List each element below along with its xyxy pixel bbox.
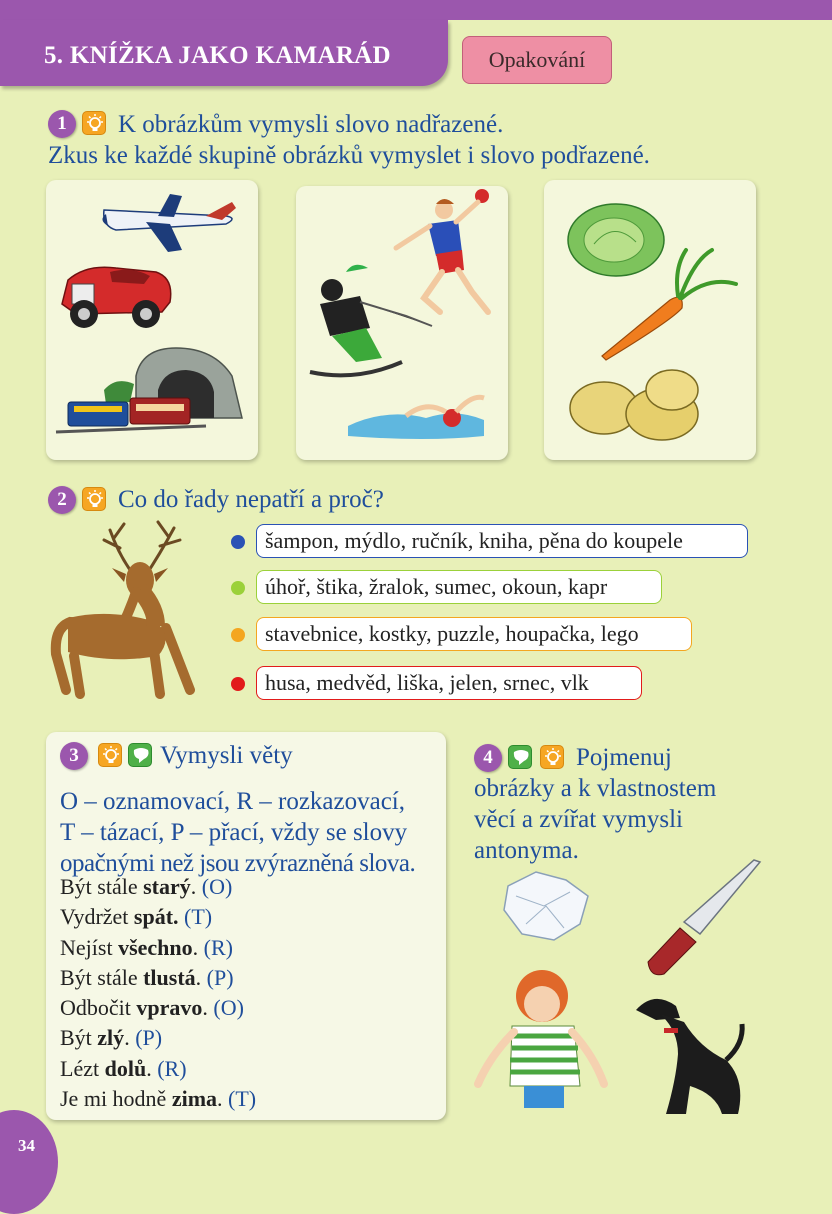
cabbage-picture — [568, 204, 664, 276]
sentence-item: Odbočit vpravo. (O) — [60, 995, 244, 1021]
lightbulb-icon — [82, 487, 106, 511]
page-number: 34 — [18, 1136, 35, 1155]
sentence-type: (O) — [213, 995, 244, 1021]
row-option-4: husa, medvěd, liška, jelen, srnec, vlk — [256, 666, 642, 700]
transport-illustration — [46, 180, 258, 460]
exercise-3-title: Vymysli věty — [160, 742, 293, 769]
skier-picture — [310, 265, 432, 376]
speech-icon — [508, 745, 532, 769]
highlighted-word: všechno — [118, 934, 193, 960]
crumpled-paper-picture — [496, 866, 596, 946]
bullet-dot-1 — [231, 535, 245, 549]
top-bar — [0, 0, 832, 20]
exercise-4-number: 4 — [474, 744, 502, 772]
row-option-3: stavebnice, kostky, puzzle, houpačka, lego — [256, 617, 692, 651]
bullet-dot-3 — [231, 628, 245, 642]
transport-picture-card — [46, 180, 258, 460]
vegetables-illustration — [544, 180, 756, 460]
sentence-item: Lézt dolů. (R) — [60, 1055, 187, 1081]
sports-illustration — [296, 186, 508, 460]
row-option-2: úhoř, štika, žralok, sumec, okoun, kapr — [256, 570, 662, 604]
exercise-3-number: 3 — [60, 742, 88, 770]
exercise-1-line-1: K obrázkům vymysli slovo nadřazené. — [118, 111, 504, 138]
instruction-line: opačnými než jsou zvýrazněná slova. — [60, 850, 416, 877]
exercise-3-box — [46, 732, 446, 1120]
exercise-1-number: 1 — [48, 110, 76, 138]
row-option-1: šampon, mýdlo, ručník, kniha, pěna do koupele — [256, 524, 748, 558]
exercise-4-title: Pojmenuj — [576, 744, 672, 771]
highlighted-word: zlý — [97, 1025, 125, 1051]
sentence-item: Je mi hodně zima. (T) — [60, 1086, 257, 1112]
sentence-type: (P) — [135, 1025, 163, 1051]
sentence-item: Být stále starý. (O) — [60, 874, 233, 899]
dog-picture — [626, 990, 756, 1120]
highlighted-word: zima — [171, 1086, 218, 1112]
car-picture — [62, 267, 171, 328]
exercise-2-title: Co do řady nepatří a proč? — [118, 486, 384, 513]
deer-picture — [40, 518, 240, 708]
sentence-item: Vydržet spát. (T) — [60, 904, 213, 930]
swimmer-picture — [348, 397, 484, 439]
sentence-type: (T) — [184, 904, 213, 930]
sentence-type: (P) — [206, 964, 234, 990]
instruction-line: T – tázací, P – přací, vždy se slovy — [60, 819, 408, 846]
airplane-picture — [102, 194, 236, 252]
exercise-3-instructions — [60, 786, 415, 879]
highlighted-word: tlustá — [143, 964, 196, 990]
vegetables-picture-card — [544, 180, 756, 460]
sports-picture-card — [296, 186, 508, 460]
instruction-line: O – oznamovací, R – rozkazovací, — [60, 788, 406, 815]
page-corner — [0, 1110, 58, 1214]
potatoes-picture — [570, 370, 698, 440]
boy-picture — [470, 966, 610, 1116]
sentence-item: Být stále tlustá. (P) — [60, 964, 234, 990]
instruction-line: antonyma. — [474, 837, 579, 864]
lightbulb-icon — [98, 743, 122, 767]
sentence-item: Být zlý. (P) — [60, 1025, 163, 1051]
speech-icon — [128, 743, 152, 767]
sentence-list — [60, 872, 256, 1114]
highlighted-word: vpravo — [136, 995, 203, 1021]
handball-player-picture — [396, 189, 489, 312]
repeat-badge: Opakování — [462, 36, 612, 84]
sentence-type: (O) — [201, 874, 233, 899]
bullet-dot-4 — [231, 677, 245, 691]
instruction-line: obrázky a k vlastnostem — [474, 775, 717, 802]
exercise-2-number: 2 — [48, 486, 76, 514]
lightbulb-icon — [82, 111, 106, 135]
sentence-type: (R) — [203, 934, 233, 960]
train-picture — [56, 348, 242, 432]
tab-corner — [446, 20, 832, 36]
sentence-type: (R) — [157, 1055, 187, 1081]
knife-picture — [640, 850, 770, 980]
highlighted-word: spát. — [133, 904, 179, 930]
instruction-line: věcí a zvířat vymysli — [474, 806, 683, 833]
highlighted-word: starý — [143, 874, 191, 899]
highlighted-word: dolů — [104, 1055, 147, 1081]
chapter-title: 5. KNÍŽKA JAKO KAMARÁD — [44, 42, 391, 69]
lightbulb-icon — [540, 745, 564, 769]
exercise-1-line-2: Zkus ke každé skupině obrázků vymyslet i slovo podřazené. — [48, 142, 650, 169]
bullet-dot-2 — [231, 581, 245, 595]
sentence-type: (T) — [228, 1086, 257, 1112]
sentence-item: Nejíst všechno. (R) — [60, 934, 233, 960]
